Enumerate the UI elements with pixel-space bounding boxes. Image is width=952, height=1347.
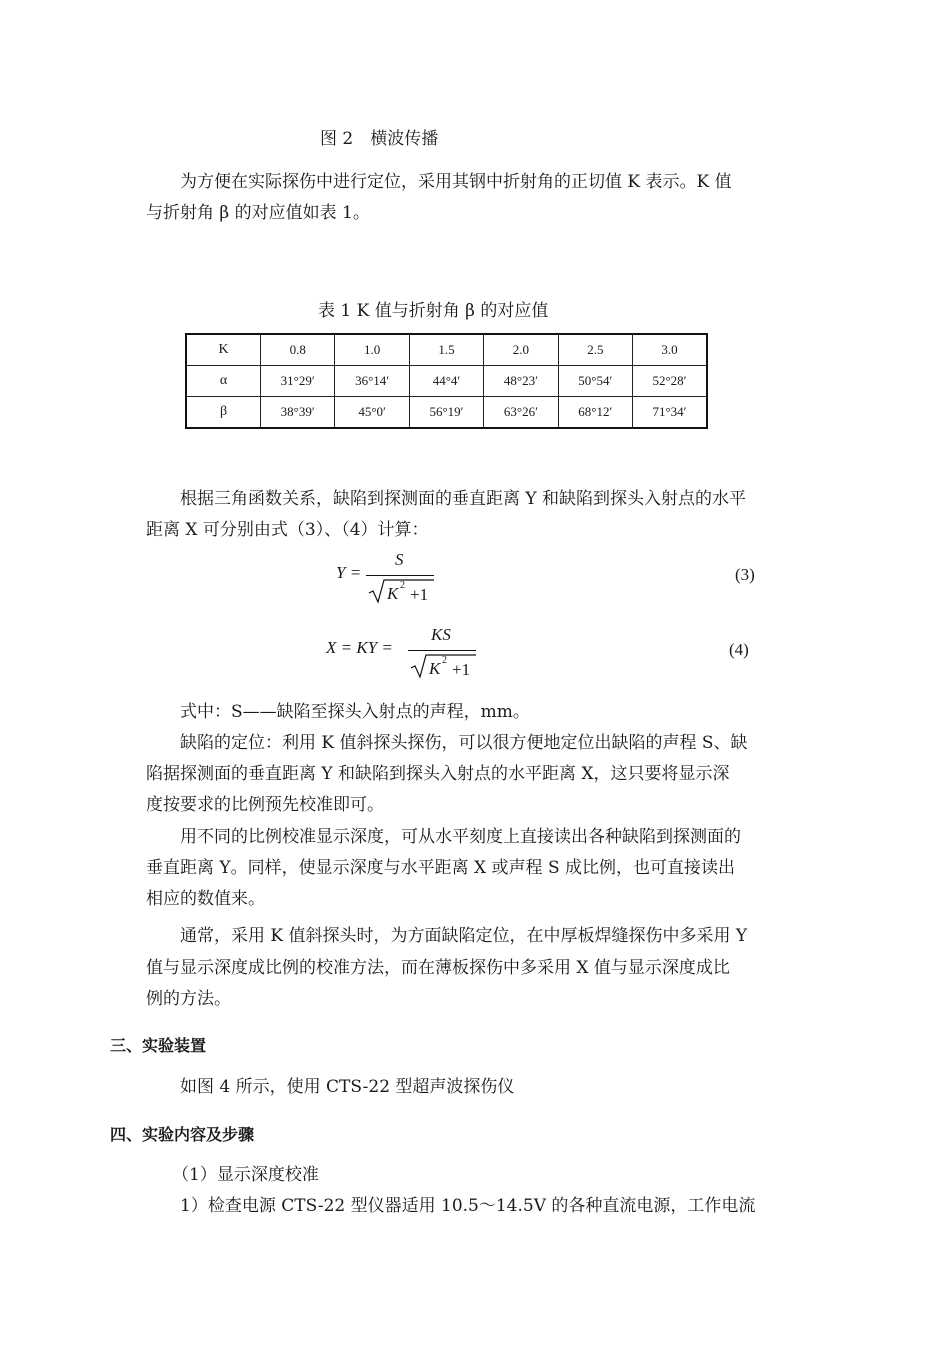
step-1-1: 1）检查电源 CTS-22 型仪器适用 10.5～14.5V 的各种直流电源，工作电流 (180, 1196, 756, 1216)
relation-line-2: 距离 X 可分别由式（3）、（4）计算： (146, 520, 429, 540)
table-row-head: β (186, 397, 261, 429)
eq3-numerator: S (395, 550, 404, 569)
section-4-title: 四、实验内容及步骤 (110, 1125, 255, 1144)
eq4-denominator-exp: 2 (442, 655, 447, 666)
usual-line-2: 值与显示深度成比例的校准方法，而在薄板探伤中多采用 X 值与显示深度成比 (146, 958, 730, 978)
eq3-number: (3) (735, 565, 755, 584)
location-line-3: 度按要求的比例预先校准即可。 (146, 795, 384, 815)
table-cell: 68°12′ (558, 397, 632, 429)
table-cell: 1.0 (335, 334, 409, 366)
table-cell: 56°19′ (409, 397, 483, 429)
table-cell: 0.8 (261, 334, 335, 366)
intro-line-2: 与折射角 β 的对应值如表 1。 (146, 203, 370, 223)
eq3-denominator-base: K (387, 584, 399, 603)
eq4-number: (4) (729, 640, 749, 659)
table-row-k (186, 334, 707, 366)
scale-line-2: 垂直距离 Y。同样，使显示深度与水平距离 X 或声程 S 成比例，也可直接读出 (146, 858, 735, 878)
table-cell: 1.5 (409, 334, 483, 366)
table-cell: 50°54′ (558, 366, 632, 397)
eq4-denominator-base: K (429, 659, 441, 678)
eq3-fraction-bar (366, 575, 434, 576)
eq4-lhs: X = KY = (326, 638, 393, 657)
usual-line-1: 通常，采用 K 值斜探头时，为方面缺陷定位，在中厚板焊缝探伤中多采用 Y (180, 926, 748, 946)
eq3-denominator-tail: +1 (410, 585, 429, 604)
section-3-title: 三、实验装置 (110, 1036, 207, 1055)
section-3-text: 如图 4 所示，使用 CTS-22 型超声波探伤仪 (180, 1077, 515, 1097)
where-note: 式中：S——缺陷至探头入射点的声程，mm。 (180, 702, 530, 722)
table-cell: 38°39′ (261, 397, 335, 429)
eq4-denominator-tail: +1 (452, 660, 471, 679)
table-cell: 71°34′ (633, 397, 707, 429)
table-cell: 2.5 (558, 334, 632, 366)
relation-line-1: 根据三角函数关系，缺陷到探测面的垂直距离 Y 和缺陷到探头入射点的水平 (180, 489, 747, 509)
table-row-beta (186, 397, 707, 429)
table-cell: 52°28′ (633, 366, 707, 397)
table-cell: 45°0′ (335, 397, 409, 429)
table-cell: 36°14′ (335, 366, 409, 397)
eq4-fraction-bar (408, 650, 476, 651)
table-cell: 63°26′ (484, 397, 558, 429)
step-1: （1）显示深度校准 (172, 1165, 319, 1185)
table-row-alpha (186, 366, 707, 397)
table-row-head: α (186, 366, 261, 397)
eq3-lhs: Y = (336, 563, 362, 582)
usual-line-3: 例的方法。 (146, 989, 231, 1009)
table-row-head: K (186, 334, 261, 366)
scale-line-1: 用不同的比例校准显示深度，可从水平刻度上直接读出各种缺陷到探测面的 (180, 827, 741, 847)
k-beta-table (185, 333, 708, 429)
eq4-numerator: KS (431, 625, 451, 644)
location-line-2: 陷据探测面的垂直距离 Y 和缺陷到探头入射点的水平距离 X，这只要将显示深 (146, 764, 730, 784)
scale-line-3: 相应的数值来。 (146, 889, 265, 909)
table-cell: 2.0 (484, 334, 558, 366)
table-cell: 3.0 (633, 334, 707, 366)
figure-caption: 图 2 横波传播 (320, 129, 439, 149)
intro-line-1: 为方便在实际探伤中进行定位，采用其钢中折射角的正切值 K 表示。K 值 (180, 172, 732, 192)
location-line-1: 缺陷的定位：利用 K 值斜探头探伤，可以很方便地定位出缺陷的声程 S、缺 (180, 733, 748, 753)
table-cell: 48°23′ (484, 366, 558, 397)
table-cell: 31°29′ (261, 366, 335, 397)
eq3-denominator-exp: 2 (400, 580, 405, 591)
table-cell: 44°4′ (409, 366, 483, 397)
table-caption: 表 1 K 值与折射角 β 的对应值 (318, 301, 549, 321)
